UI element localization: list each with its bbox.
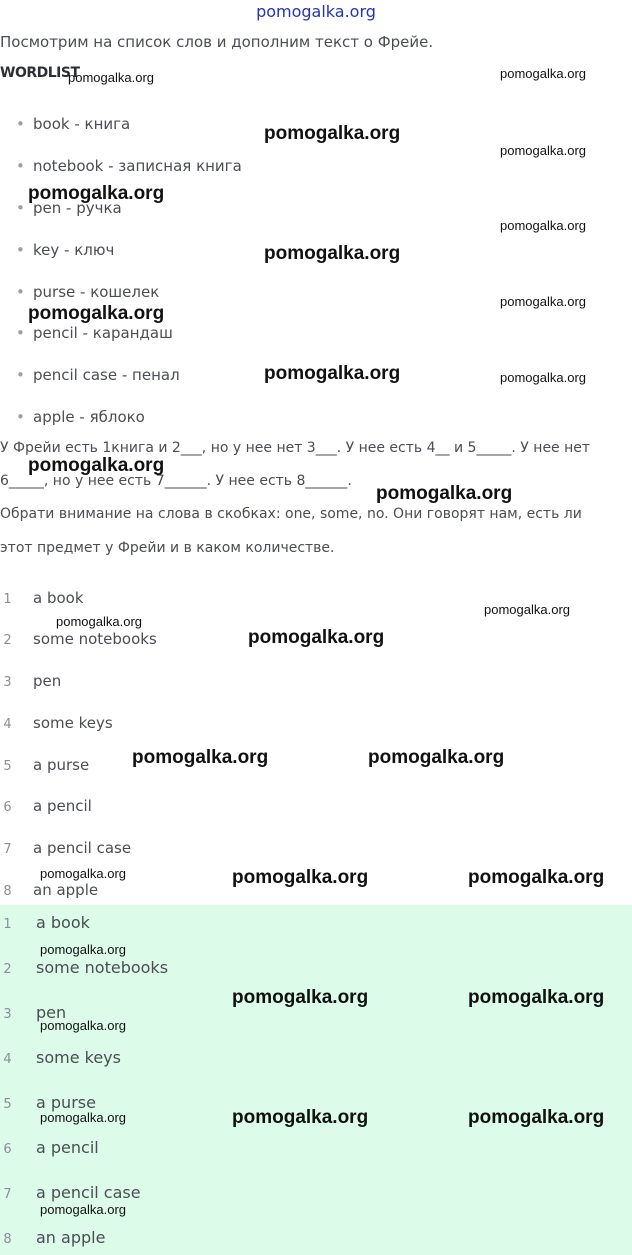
word-text: apple - яблоко [33, 408, 145, 426]
item-text: an apple [36, 1228, 106, 1247]
item-number: 2 [3, 962, 12, 977]
word-text: pen - ручка [33, 199, 122, 217]
item-text: a purse [33, 756, 90, 774]
bullet-icon: • [16, 199, 25, 217]
wordlist-item [16, 324, 173, 342]
list-item [0, 630, 157, 648]
word-text: notebook - записная книга [33, 157, 242, 175]
watermark: pomogalka.org [468, 867, 605, 888]
list-item [0, 589, 84, 607]
bullet-icon: • [16, 366, 25, 384]
item-text: pen [36, 1003, 67, 1022]
item-number: 8 [3, 884, 12, 899]
watermark: pomogalka.org [40, 1110, 126, 1125]
task-text-line: У Фрейи есть 1книга и 2___, но у нее нет 3___. У нее есть 4__ и 5_____. У нее нет [0, 440, 591, 456]
list-item [0, 797, 92, 815]
item-text: a pencil case [33, 839, 132, 857]
watermark: pomogalka.org [368, 747, 505, 768]
watermark: pomogalka.org [28, 455, 165, 476]
wordlist-item [16, 366, 180, 384]
item-text: a purse [36, 1093, 96, 1112]
watermark: pomogalka.org [500, 294, 586, 309]
wordlist-item [16, 241, 114, 259]
watermark: pomogalka.org [232, 1107, 369, 1128]
watermark: pomogalka.org [40, 1018, 126, 1033]
watermark: pomogalka.org [468, 987, 605, 1008]
item-text: some keys [33, 714, 113, 732]
item-text: an apple [33, 881, 99, 899]
watermark: pomogalka.org [264, 243, 401, 264]
item-number: 6 [3, 800, 12, 815]
item-text: a pencil [36, 1138, 99, 1157]
bullet-icon: • [16, 408, 25, 426]
wordlist-item [16, 157, 242, 175]
watermark: pomogalka.org [468, 1107, 605, 1128]
item-text: a pencil case [36, 1183, 141, 1202]
word-text: key - ключ [33, 241, 115, 259]
watermark: pomogalka.org [264, 123, 401, 144]
list-item [0, 756, 89, 774]
item-number: 6 [3, 1142, 12, 1157]
item-number: 7 [3, 1187, 12, 1202]
list-item [0, 672, 61, 690]
item-number: 4 [3, 1052, 12, 1067]
item-number: 7 [3, 842, 12, 857]
list-item [0, 1183, 141, 1202]
watermark: pomogalka.org [232, 987, 369, 1008]
item-number: 3 [3, 675, 12, 690]
item-text: a book [36, 913, 90, 932]
wordlist-item [16, 115, 130, 133]
task-note-line: этот предмет у Фрейи и в каком количестве. [0, 540, 335, 556]
word-text: pencil case - пенал [33, 366, 180, 384]
watermark: pomogalka.org [264, 363, 401, 384]
bullet-icon: • [16, 241, 25, 259]
watermark: pomogalka.org [132, 747, 269, 768]
site-header-link[interactable]: pomogalka.org [256, 2, 376, 21]
bullet-icon: • [16, 324, 25, 342]
bullet-icon: • [16, 115, 25, 133]
task-text-line: 6_____, но у нее есть 7______. У нее есть 8______. [0, 473, 352, 489]
item-number: 3 [3, 1007, 12, 1022]
watermark: pomogalka.org [28, 303, 165, 324]
watermark: pomogalka.org [56, 614, 142, 629]
word-text: book - книга [33, 115, 131, 133]
wordlist-title: WORDLIST [0, 65, 80, 81]
watermark: pomogalka.org [500, 66, 586, 81]
list-item [0, 881, 98, 899]
intro-text: Посмотрим на список слов и дополним текст о Фрейе. [0, 33, 434, 51]
item-number: 1 [3, 917, 12, 932]
watermark: pomogalka.org [484, 602, 570, 617]
list-item [0, 1048, 121, 1067]
list-item [0, 714, 113, 732]
watermark: pomogalka.org [232, 867, 369, 888]
word-text: pencil - карандаш [33, 324, 173, 342]
watermark: pomogalka.org [248, 627, 385, 648]
item-number: 2 [3, 633, 12, 648]
item-number: 4 [3, 717, 12, 732]
watermark: pomogalka.org [40, 1202, 126, 1217]
item-text: some keys [36, 1048, 121, 1067]
watermark: pomogalka.org [68, 70, 154, 85]
watermark: pomogalka.org [376, 483, 513, 504]
task-note-line: Обрати внимание на слова в скобках: one, some, no. Они говорят нам, есть ли [0, 506, 582, 522]
item-text: some notebooks [33, 630, 157, 648]
item-text: pen [33, 672, 62, 690]
item-text: a pencil [33, 797, 92, 815]
list-item [0, 1138, 99, 1157]
watermark: pomogalka.org [40, 866, 126, 881]
bullet-icon: • [16, 157, 25, 175]
wordlist-item [16, 283, 159, 301]
list-item [0, 913, 90, 932]
item-text: some notebooks [36, 958, 169, 977]
item-number: 5 [3, 759, 12, 774]
list-item [0, 958, 168, 977]
word-text: purse - кошелек [33, 283, 160, 301]
watermark: pomogalka.org [500, 370, 586, 385]
watermark: pomogalka.org [500, 218, 586, 233]
list-item [0, 839, 131, 857]
item-number: 1 [3, 592, 12, 607]
bullet-icon: • [16, 283, 25, 301]
watermark: pomogalka.org [500, 143, 586, 158]
list-item [0, 1228, 105, 1247]
watermark: pomogalka.org [40, 942, 126, 957]
watermark: pomogalka.org [28, 183, 165, 204]
item-number: 5 [3, 1097, 12, 1112]
item-number: 8 [3, 1232, 12, 1247]
item-text: a book [33, 589, 84, 607]
wordlist-item [16, 408, 145, 426]
